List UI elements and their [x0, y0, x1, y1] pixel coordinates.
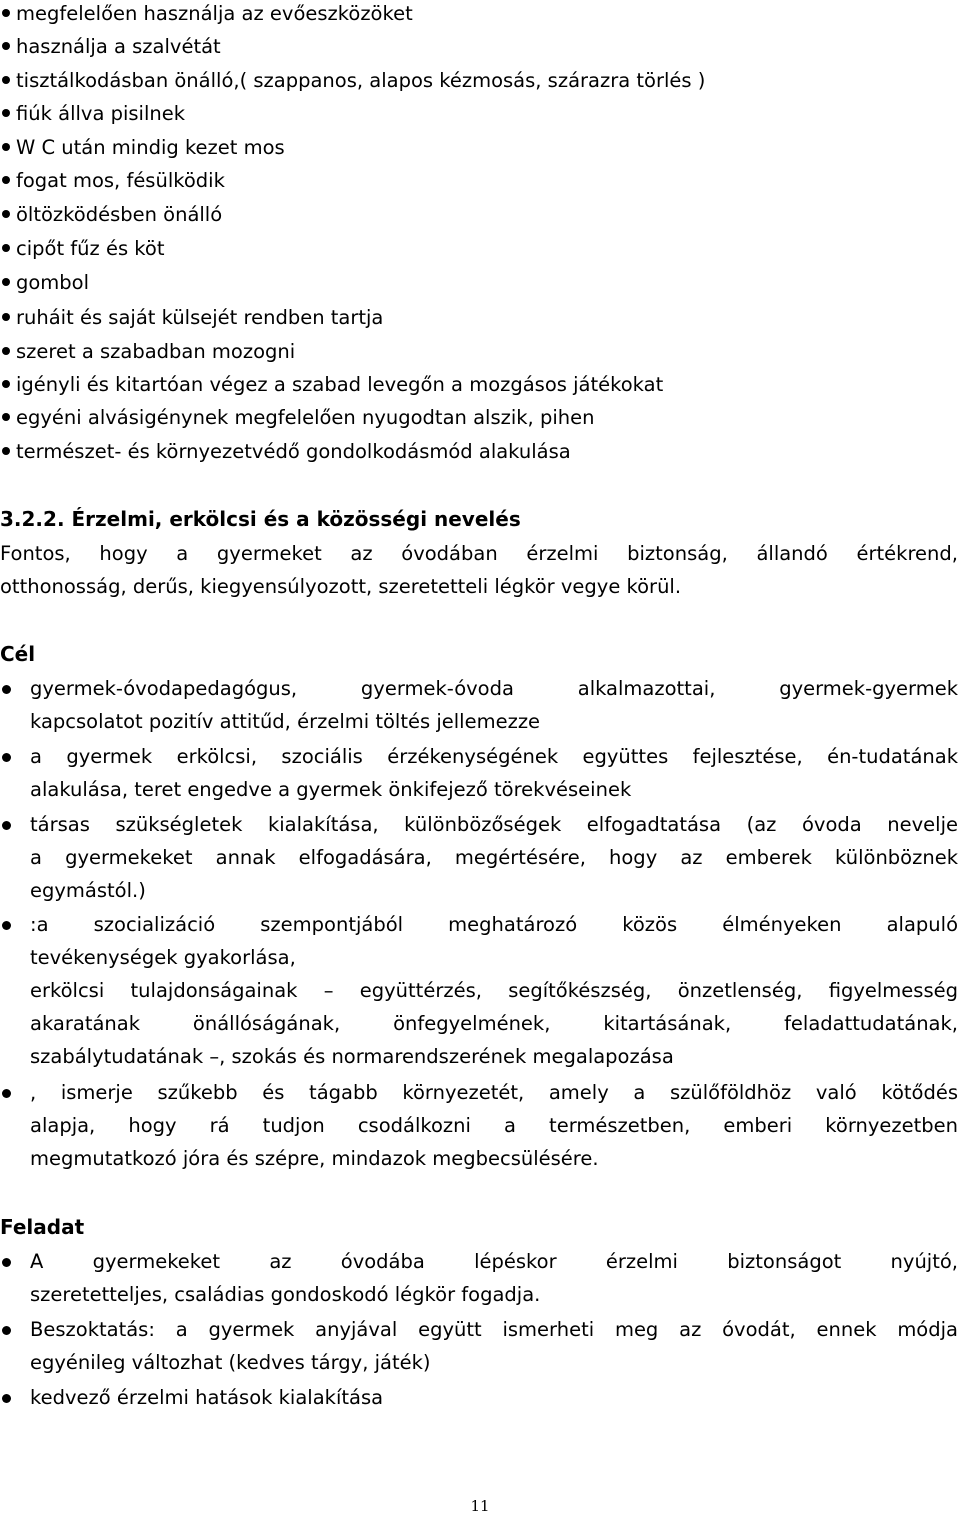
- list-item: használja a szalvétát: [0, 30, 221, 63]
- list-item: igényli és kitartóan végez a szabad levegőn a mozgásos játékokat: [0, 368, 663, 401]
- bullet-icon: [2, 347, 10, 355]
- list-item: ruháit és saját külsejét rendben tartja: [0, 301, 383, 334]
- bullet-icon: [2, 244, 10, 252]
- bullet-icon: [2, 109, 10, 117]
- bullet-icon: [2, 176, 10, 184]
- list-item: szeret a szabadban mozogni: [0, 335, 295, 368]
- bullet-icon: [2, 447, 10, 455]
- section-heading: [0, 503, 521, 535]
- list-item: cipőt fűz és köt: [0, 232, 164, 265]
- page-number: 11: [470, 1497, 490, 1515]
- list-item: természet- és környezetvédő gondolkodásmód alakulása: [0, 435, 571, 468]
- bullet-icon: [2, 921, 11, 930]
- bullet-icon: [2, 380, 10, 388]
- list-item: egyéni alvásigénynek megfelelően nyugodtan alszik, pihen: [0, 401, 594, 434]
- bullet-icon: [2, 278, 10, 286]
- bullet-icon: [2, 753, 11, 762]
- bullet-icon: [2, 9, 10, 17]
- bullet-icon: [2, 1394, 11, 1403]
- bullet-icon: [2, 313, 10, 321]
- intro-line-1: Fontos, hogy a gyermeket az óvodában érzelmi biztonság, állandó értékrend,: [0, 542, 958, 565]
- list-item: fogat mos, fésülködik: [0, 164, 225, 197]
- list-item: tisztálkodásban önálló,( szappanos, alapos kézmosás, szárazra törlés ): [0, 64, 705, 97]
- bullet-icon: [2, 685, 11, 694]
- bullet-icon: [2, 821, 11, 830]
- bullet-icon: [2, 1089, 11, 1098]
- intro-line-2: otthonosság, derűs, kiegyensúlyozott, szeretetteli légkör vegye körül.: [0, 575, 682, 598]
- list-item: megfelelően használja az evőeszközöket: [0, 0, 413, 30]
- cel-heading: Cél: [0, 642, 36, 666]
- bullet-icon: [2, 143, 10, 151]
- bullet-icon: [2, 210, 10, 218]
- section-title: Érzelmi, erkölcsi és a közösségi nevelés: [71, 507, 521, 531]
- document-page: megfelelően használja az evőeszközöket használja a szalvétát tisztálkodásban önálló,( szappanos, alapos kézmosás, szárazra törlés ) fiúk állva pisilnek W C után mindig kezet mos fogat mos, fésülködik öltözködésben önálló cipőt fűz és köt gombol ruháit és saját külsejét rendben tartja szeret a szabadban mozogni igényli és kitartóan végez a szabad levegőn a mozgásos játékokat egyéni alvásigénynek megfelelően nyugodtan alszik, pihen természet- és környezetvédő gondolkodásmód alakulása 3.2.2. Érzelmi, erkölcsi és a közösségi nevelés Fontos, hogy a gyermeket az óvodában érzelmi biztonság, állandó értékrend, otthonosság, derűs, kiegyensúlyozott, szeretetteli légkör vegye körül. Cél gyermek-óvodapedagógus, gyermek-óvoda alkalmazottai, gyermek-gyermek kapcsolatot pozitív attitűd, érzelmi töltés jellemezze a gyermek erkölcsi, szociális érzékenységének együttes fejlesztése, én-tudatának alakulása, teret engedve a gyermek önkifejező törekvéseinek társas szükségletek kialakítása, különbözőségek elfogadtatása (az óvoda nevelje a gyermekeket annak elfogadására, megértésére, hogy az emberek különböznek egymástól.) :a szocializáció szempontjából meghatározó közös élményeken alapuló tevékenységek gyakorlása, erkölcsi tulajdonságainak – együttérzés, segítőkészség, önzetlenség, figyelmesség akaratának önállóságának, önfegyelmének, kitartásának, feladattudatának, szabálytudatának –, szokás és normarendszerének megalapozása , ismerje szűkebb és tágabb környezetét, amely a szülőföldhöz való kötődés alapja, hogy rá tudjon csodálkozni a természetben, emberi környezetben megmutatkozó jóra és szépre, mindazok megbecsülésére. Feladat A gyermekeket az óvodába lépéskor érzelmi biztonságot nyújtó, szeretetteljes, családias gondoskodó légkör fogadja. Beszoktatás: a gyermek anyjával együtt ismerheti meg az óvodát, ennek módja egyénileg változhat (kedves tárgy, játék) kedvező érzelmi hatások kialakítása 11: [0, 0, 960, 1517]
- section-number: 3.2.2.: [0, 507, 65, 531]
- bullet-icon: [2, 1326, 11, 1335]
- bullet-icon: [2, 413, 10, 421]
- list-item: gombol: [0, 266, 89, 299]
- bullet-icon: [2, 42, 10, 50]
- list-item: fiúk állva pisilnek: [0, 97, 185, 130]
- feladat-heading: Feladat: [0, 1215, 85, 1239]
- list-item: öltözködésben önálló: [0, 198, 222, 231]
- bullet-icon: [2, 76, 10, 84]
- list-item: W C után mindig kezet mos: [0, 131, 285, 164]
- bullet-icon: [2, 1258, 11, 1267]
